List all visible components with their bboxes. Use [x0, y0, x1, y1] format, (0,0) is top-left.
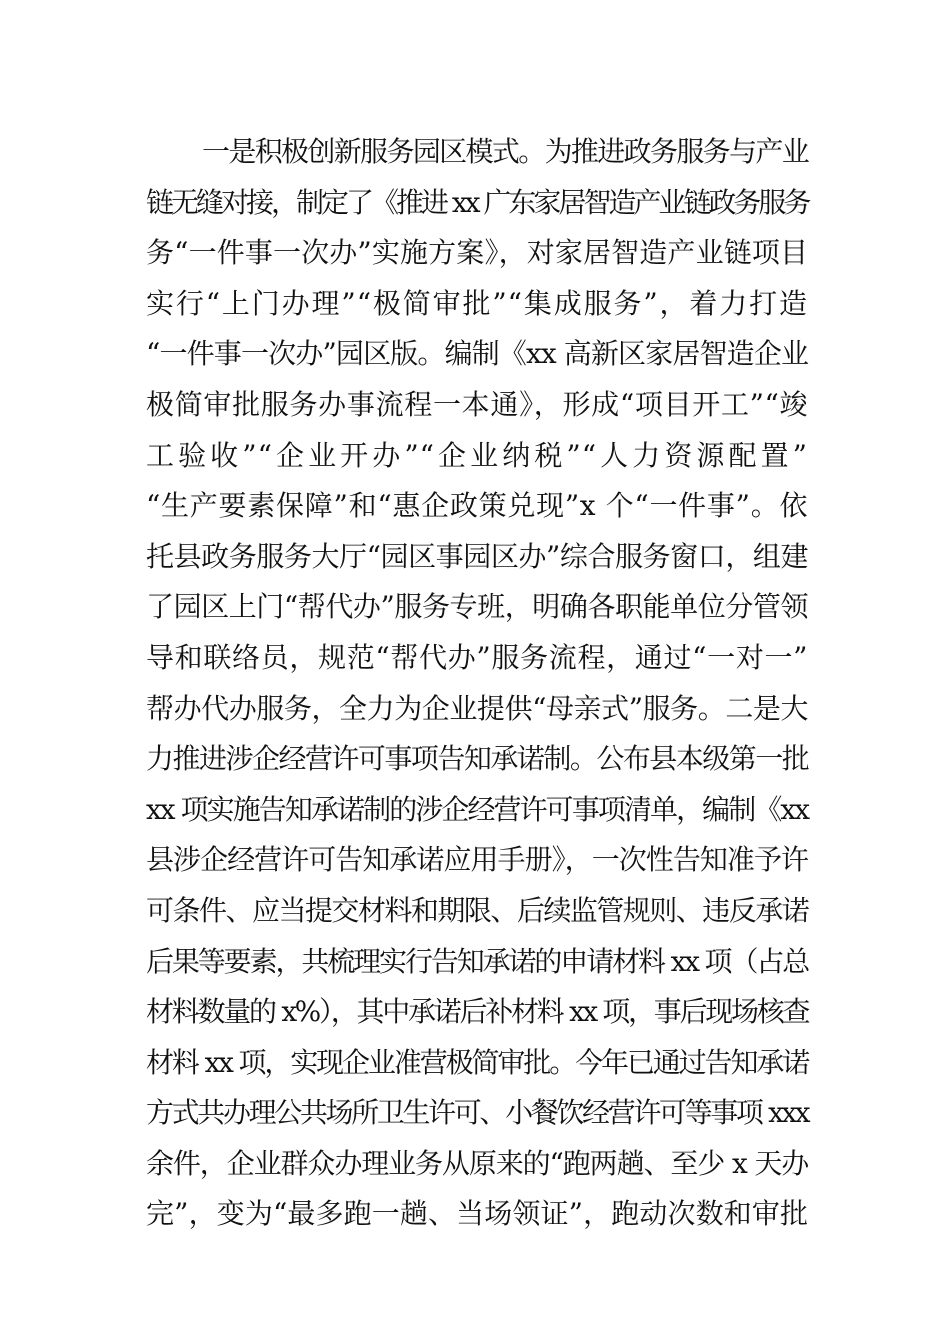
- paragraph-line: 帮办代办服务，全力为企业提供“母亲式”服务。二是大: [146, 691, 808, 725]
- paragraph-line: 实行“上门办理”“极简审批”“集成服务”，着力打造: [146, 286, 808, 320]
- paragraph-line: 材料数量的 x%），其中承诺后补材料 xx 项，事后现场核查: [146, 995, 808, 1029]
- paragraph-line: 县涉企经营许可告知承诺应用手册》，一次性告知准予许: [146, 843, 808, 877]
- paragraph-line: 极简审批服务办事流程一本通》，形成“项目开工”“竣: [146, 387, 808, 421]
- paragraph-line: 余件，企业群众办理业务从原来的“跑两趟、至少 x 天办: [146, 1146, 808, 1180]
- paragraph-line: 工验收”“企业开办”“企业纳税”“人力资源配置”: [146, 438, 808, 472]
- paragraph-line: 材料 xx 项，实现企业准营极简审批。今年已通过告知承诺: [146, 1045, 808, 1079]
- paragraph-line: 方式共办理公共场所卫生许可、小餐饮经营许可等事项 xxx: [146, 1096, 808, 1130]
- paragraph-line: 可条件、应当提交材料和期限、后续监管规则、违反承诺: [146, 893, 808, 927]
- paragraph-line: 完”，变为“最多跑一趟、当场领证”，跑动次数和审批: [146, 1197, 808, 1231]
- paragraph-line: xx 项实施告知承诺制的涉企经营许可事项清单，编制《xx: [146, 792, 808, 826]
- paragraph-line: 一是积极创新服务园区模式。为推进政务服务与产业: [202, 135, 808, 168]
- paragraph-line: 托县政务服务大厅“园区事园区办”综合服务窗口，组建: [146, 539, 808, 573]
- paragraph-line: 了园区上门“帮代办”服务专班，明确各职能单位分管领: [146, 590, 808, 624]
- paragraph-line: 务“一件事一次办”实施方案》，对家居智造产业链项目: [146, 236, 808, 270]
- paragraph-line: 后果等要素，共梳理实行告知承诺的申请材料 xx 项（占总: [146, 944, 808, 978]
- paragraph-line: “一件事一次办”园区版。编制《xx 高新区家居智造企业: [146, 337, 808, 371]
- paragraph-line: 链无缝对接，制定了《推进 xx 广东家居智造产业链政务服务: [146, 185, 809, 219]
- paragraph-line: 导和联络员，规范“帮代办”服务流程，通过“一对一”: [146, 640, 808, 674]
- paragraph-line: 力推进涉企经营许可事项告知承诺制。公布县本级第一批: [146, 742, 808, 776]
- body-paragraph: [146, 127, 808, 1240]
- paragraph-line: “生产要素保障”和“惠企政策兑现”x 个“一件事”。依: [146, 489, 808, 523]
